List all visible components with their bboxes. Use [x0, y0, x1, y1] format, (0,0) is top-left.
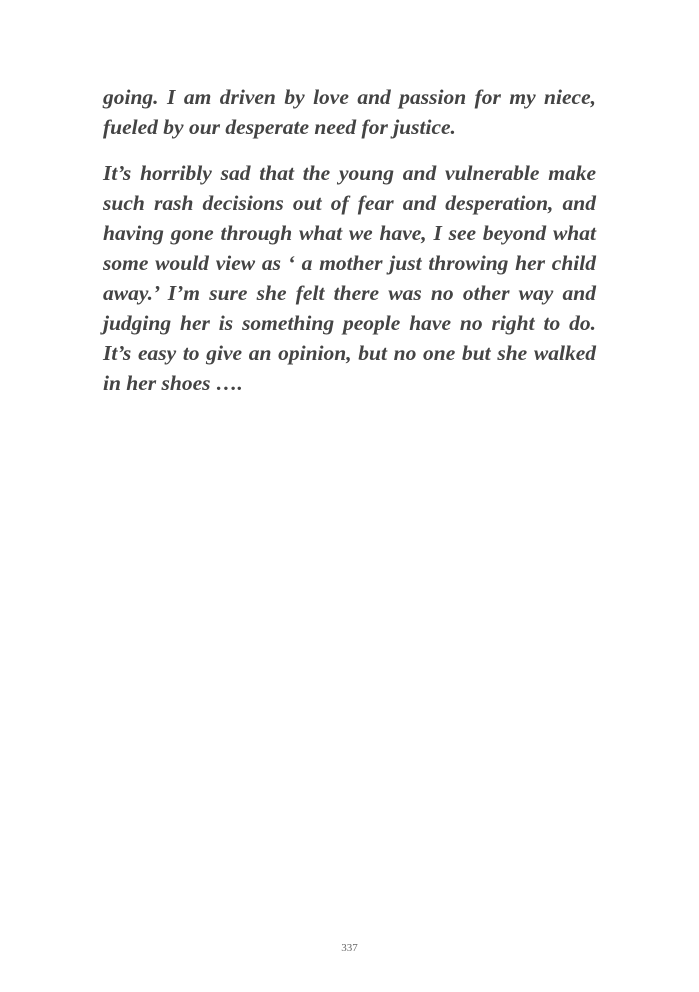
page-number: 337: [341, 942, 358, 954]
paragraph-1: going. I am driven by love and passion for my niece, fueled by our desperate need for justice.: [103, 85, 596, 139]
body-text: [103, 82, 596, 414]
paragraph-2: It’s horribly sad that the young and vulnerable make such rash decisions out of fear and desperation, and having gone through what we have, I see beyond what some would view as ‘ a mother just throwing her child away.’ I’m sure she felt there was no other way and judging her is something people have no right to do. It’s easy to give an opinion, but no one but she walked in her shoes ….: [103, 161, 596, 395]
